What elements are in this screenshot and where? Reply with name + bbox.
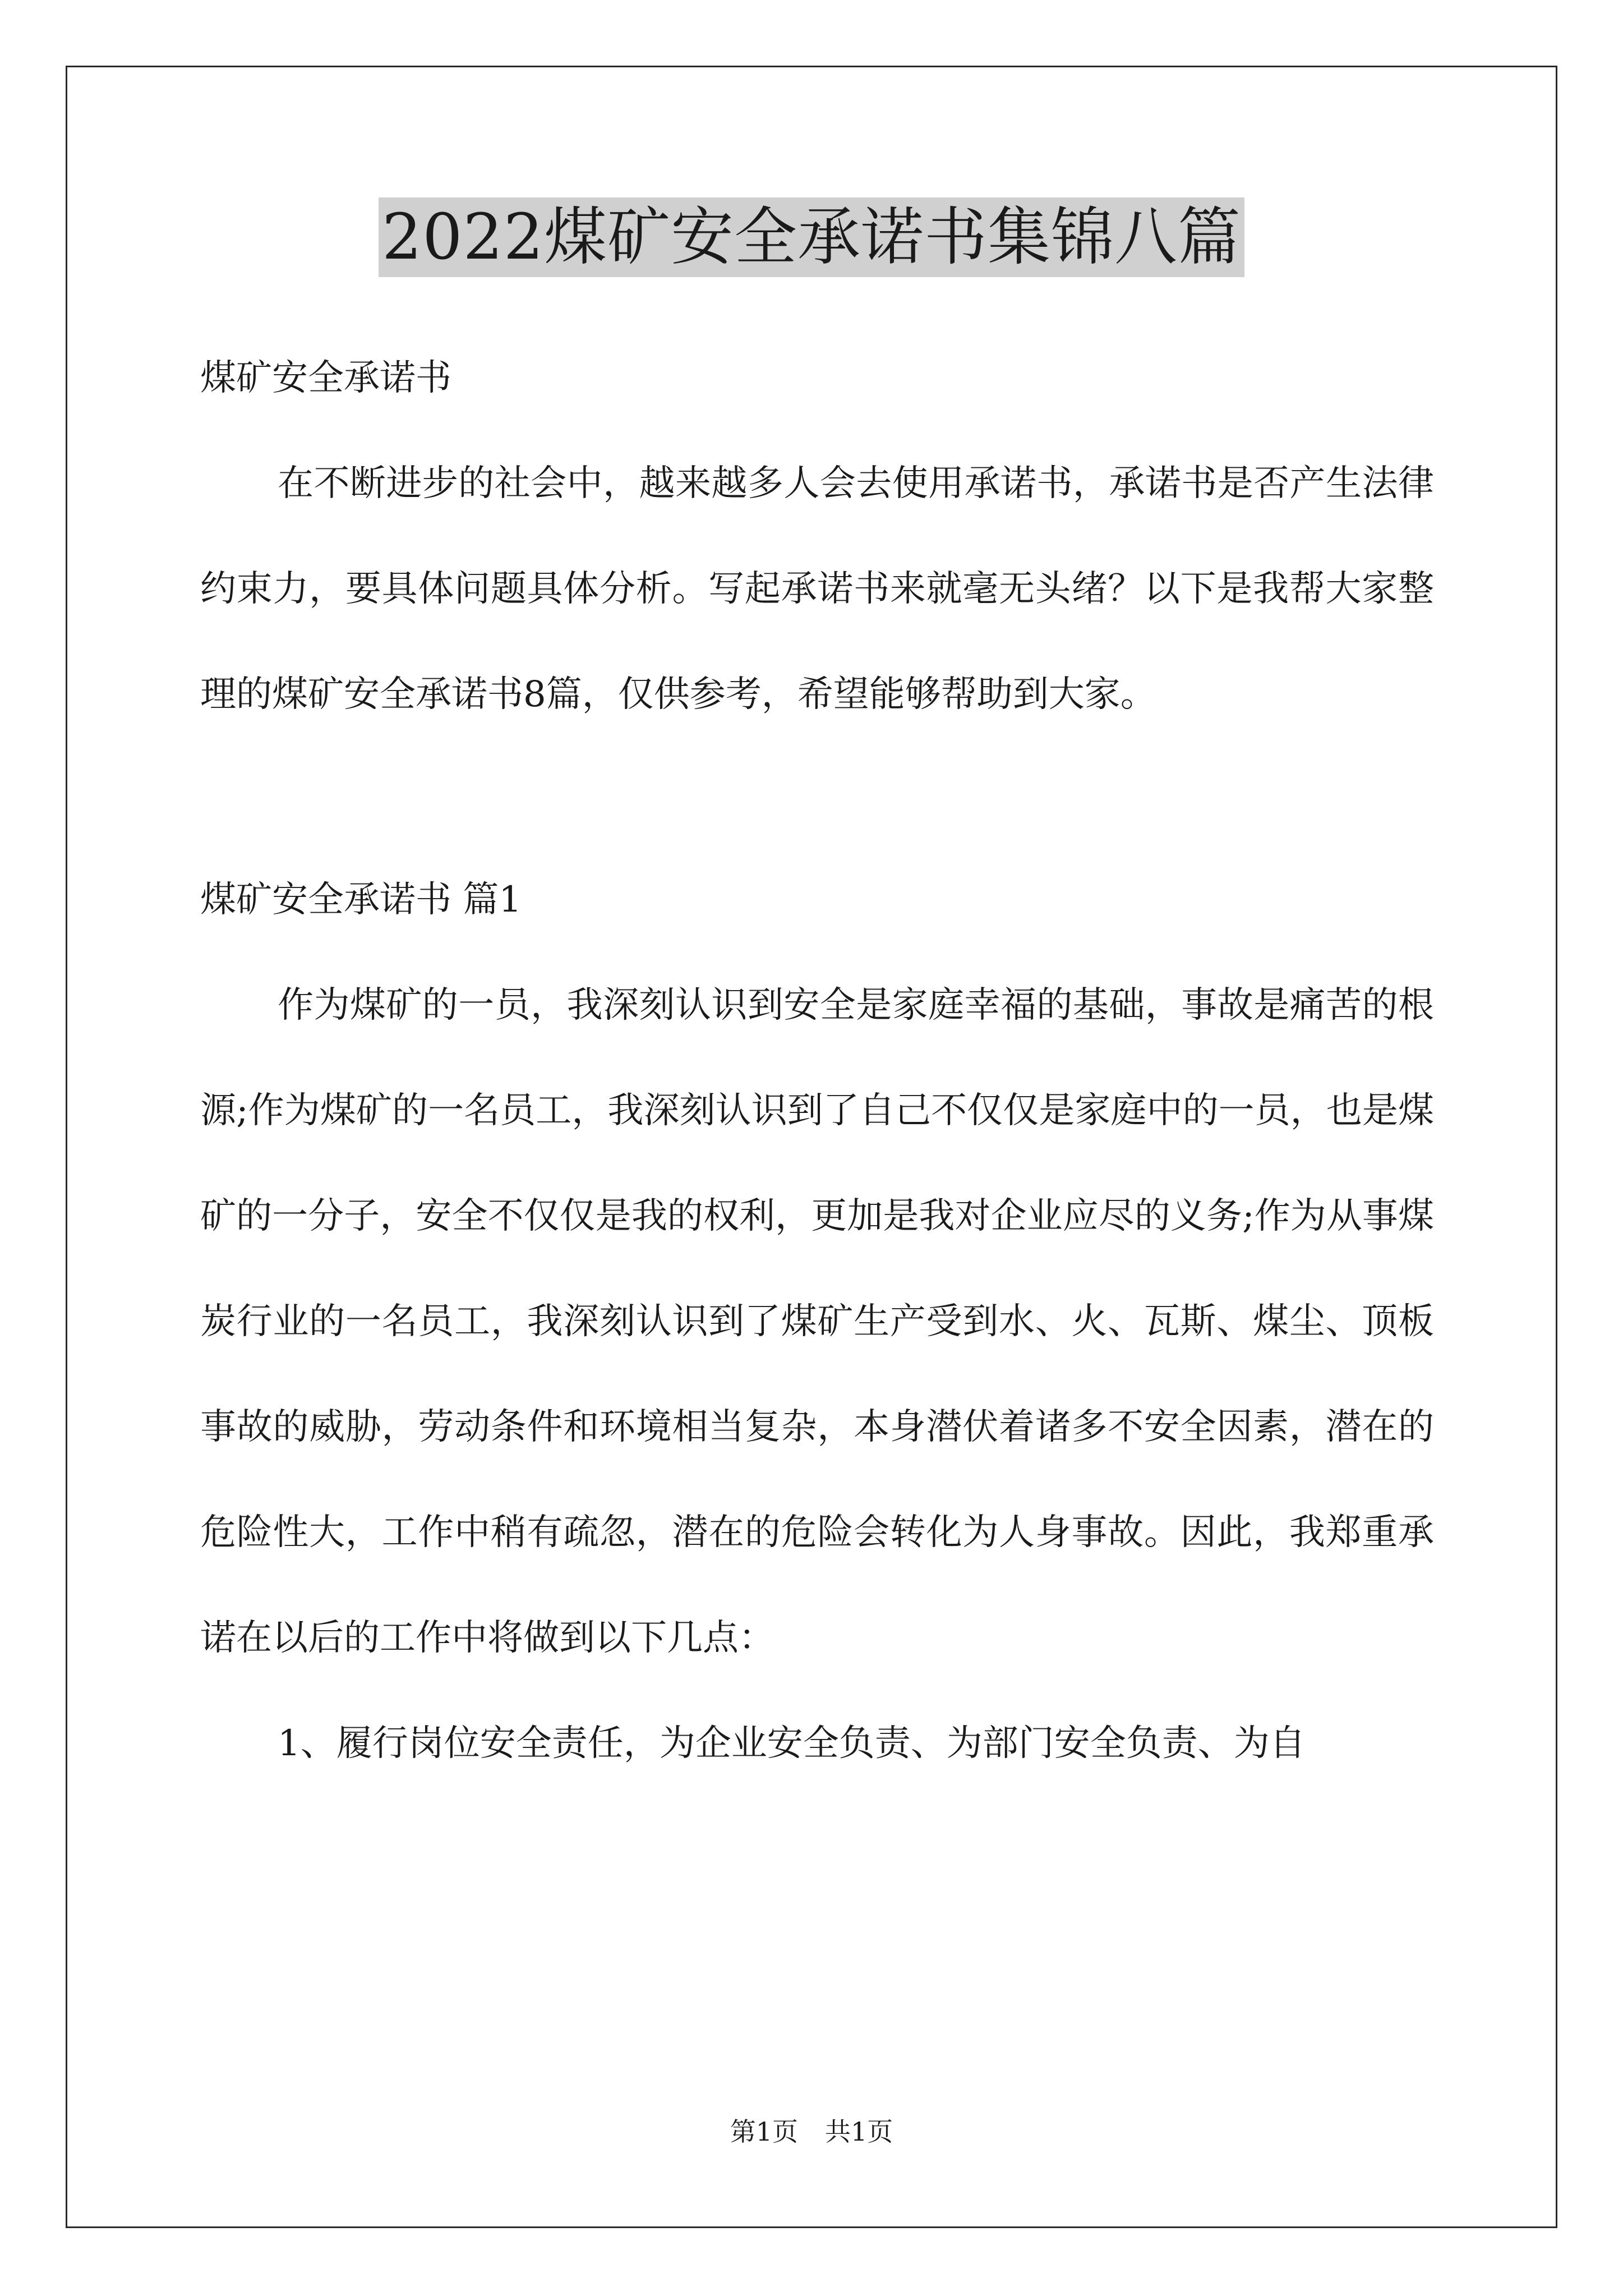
section-heading: 煤矿安全承诺书 篇1 <box>200 879 522 921</box>
section-paragraph: 作为煤矿的一员，我深刻认识到安全是家庭幸福的基础，事故是痛苦的根源;作为煤矿的一名员工，我深刻认识到了自己不仅仅是家庭中的一员，也是煤矿的一分子，安全不仅仅是我的权利，更加是我对企业应尽的义务;作为从事煤炭行业的一名员工，我深刻认识到了煤矿生产受到水、火、瓦斯、煤尘、顶板事故的威胁，劳动条件和环境相当复杂，本身潜伏着诸多不安全因素，潜在的危险性大，工作中稍有疏忽，潜在的危险会转化为人身事故。因此，我郑重承诺在以后的工作中将做到以下几点： <box>200 984 1434 1659</box>
page-number: 第1页 <box>730 2116 798 2147</box>
page-total: 共1页 <box>825 2116 893 2147</box>
title-container <box>0 197 1623 277</box>
document-heading: 煤矿安全承诺书 <box>200 357 451 399</box>
section-gap <box>200 747 1434 847</box>
document-body <box>200 325 1434 1796</box>
list-item: 1、履行岗位安全责任，为企业安全负责、为部门安全负责、为自 <box>278 1723 1306 1764</box>
page-footer <box>0 2115 1623 2148</box>
intro-paragraph: 在不断进步的社会中，越来越多人会去使用承诺书，承诺书是否产生法律约束力，要具体问题具体分析。写起承诺书来就毫无头绪？以下是我帮大家整理的煤矿安全承诺书8篇，仅供参考，希望能够帮助到大家。 <box>200 463 1434 715</box>
document-title: 2022煤矿安全承诺书集锦八篇 <box>379 197 1244 277</box>
